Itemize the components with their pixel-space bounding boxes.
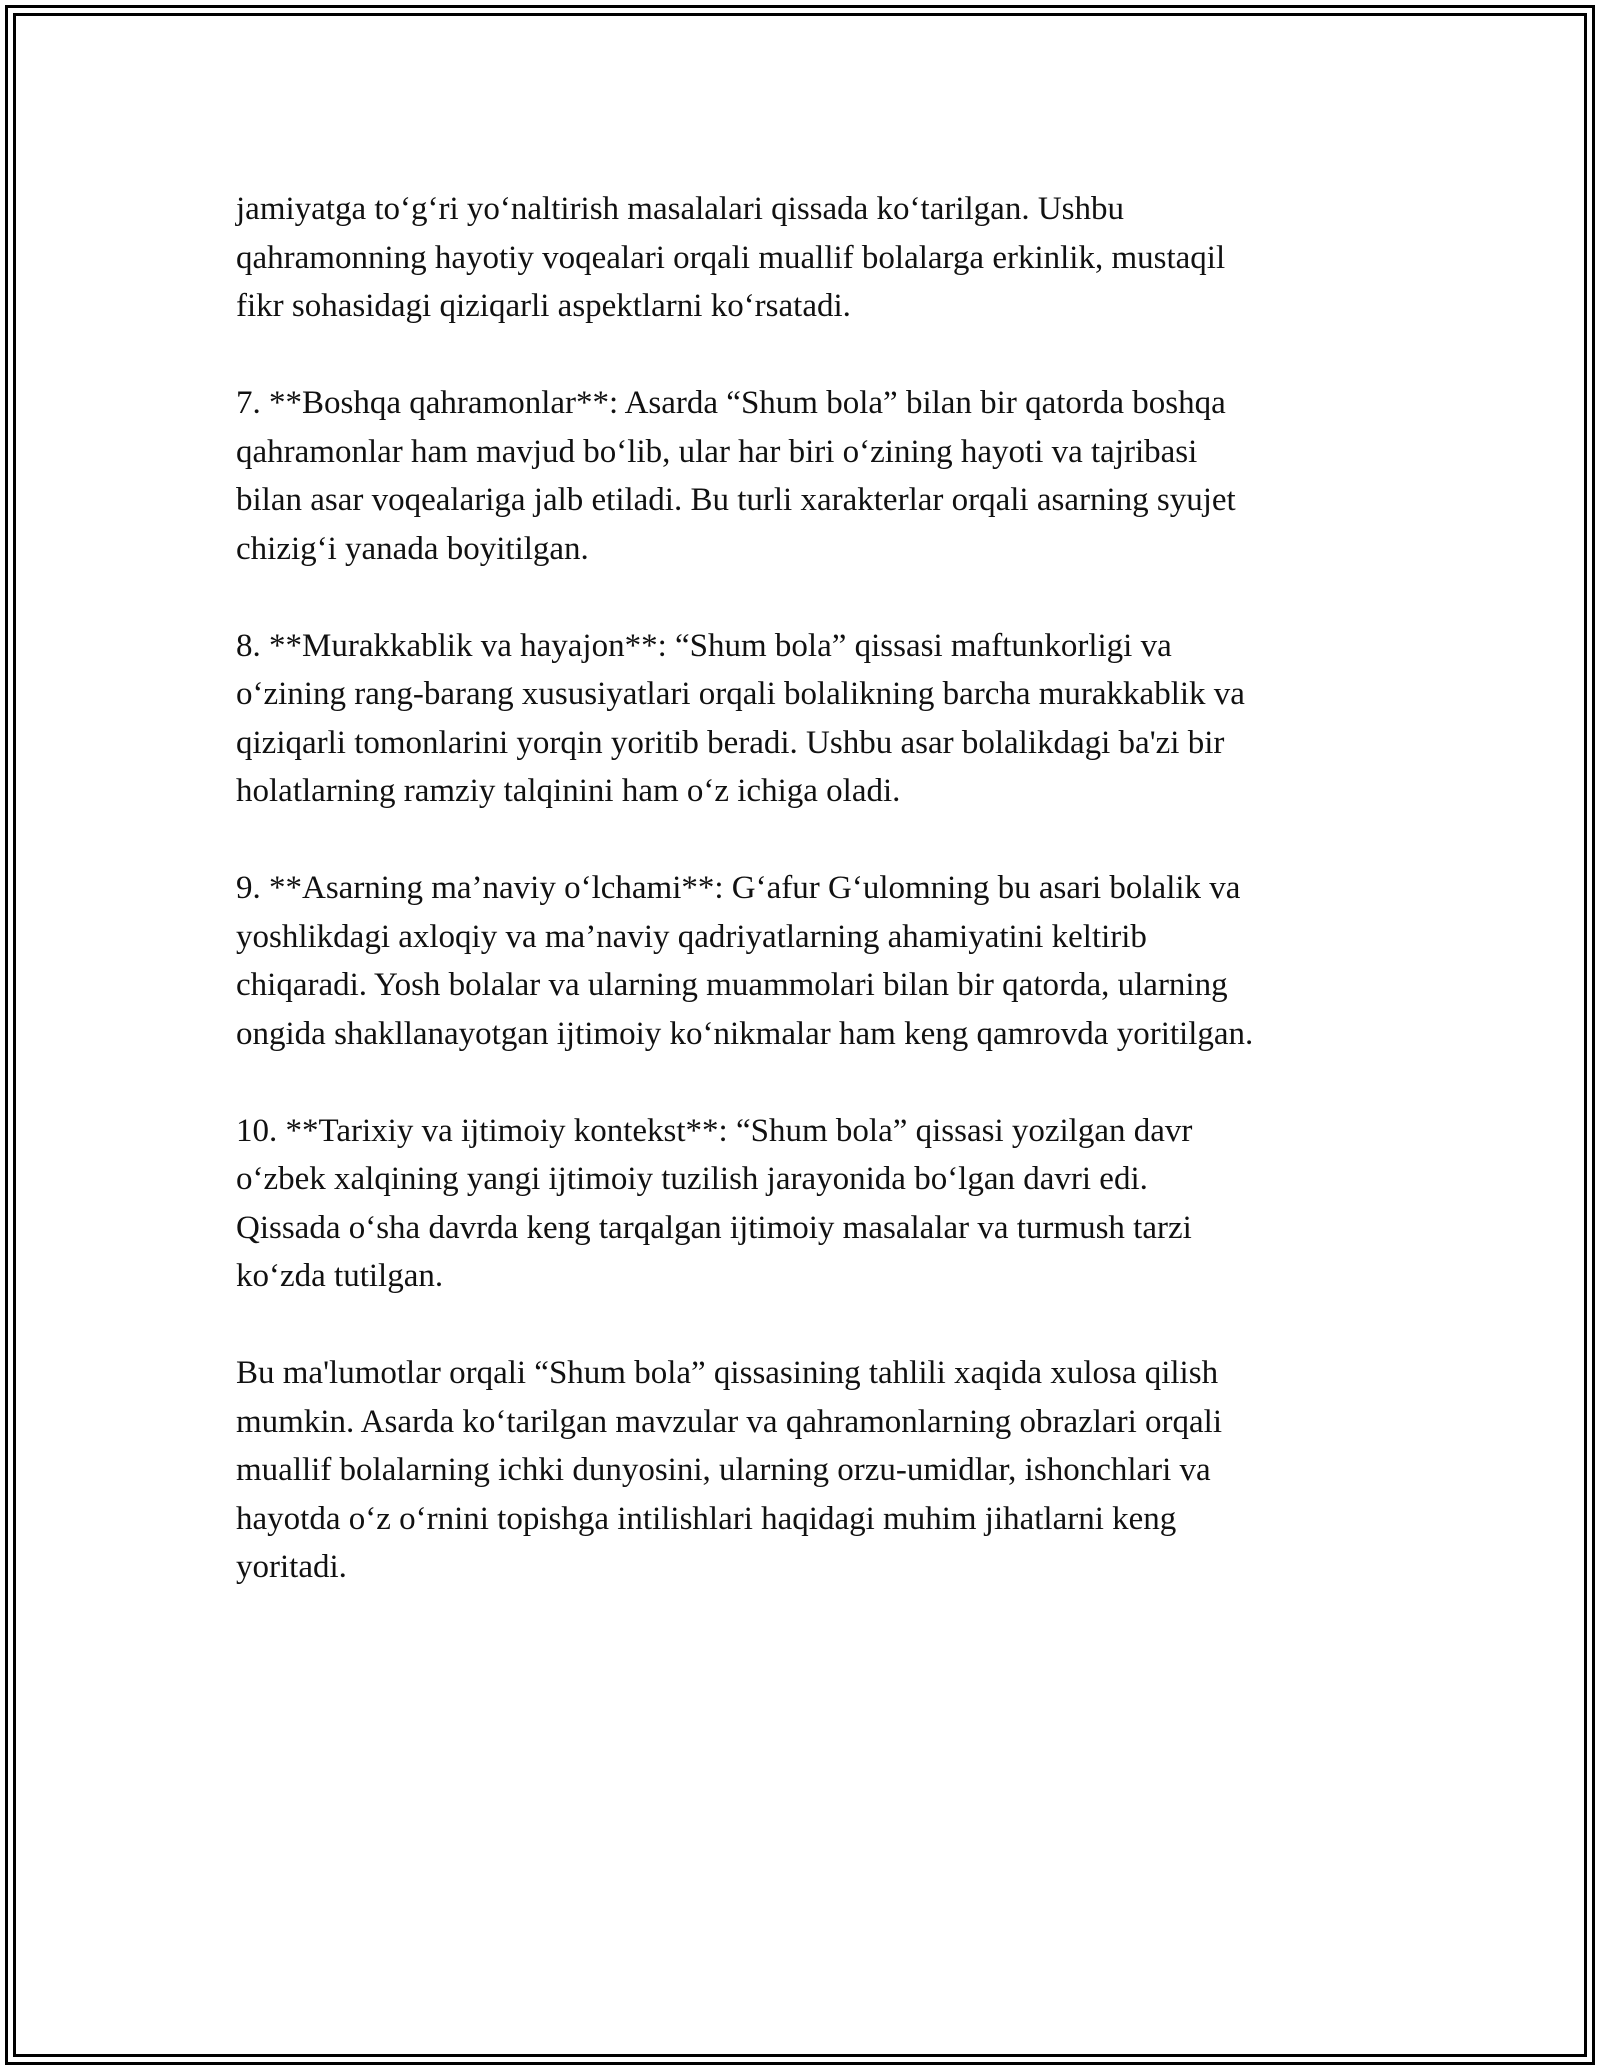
text-line: 7. **Boshqa qahramonlar**: Asarda “Shum bola” bilan bir qatorda boshqa (236, 385, 1226, 421)
text-line: chiqaradi. Yosh bolalar va ularning muammolari bilan bir qatorda, ularning (236, 967, 1228, 1003)
text-line: o‘zining rang-barang xususiyatlari orqali bolalikning barcha murakkablik va (236, 676, 1245, 712)
paragraph-item-8 (236, 622, 1386, 816)
text-line: bilan asar voqealariga jalb etiladi. Bu turli xarakterlar orqali asarning syujet (236, 482, 1236, 518)
paragraph-item-9 (236, 864, 1386, 1058)
text-line: 8. **Murakkablik va hayajon**: “Shum bola” qissasi maftunkorligi va (236, 627, 1172, 664)
text-line: jamiyatga to‘g‘ri yo‘naltirish masalalari qissada ko‘tarilgan. Ushbu (236, 191, 1125, 227)
text-line: hayotda o‘z o‘rnini topishga intilishlari haqidagi muhim jihatlarni keng (236, 1500, 1177, 1537)
text-line: qahramonning hayotiy voqealari orqali muallif bolalarga erkinlik, mustaqil (236, 239, 1226, 276)
text-line: chizig‘i yanada boyitilgan. (236, 530, 589, 567)
text-line: qahramonlar ham mavjud bo‘lib, ular har biri o‘zining hayoti va tajribasi (236, 433, 1198, 470)
text-line: fikr sohasidagi qiziqarli aspektlarni ko‘rsatadi. (236, 288, 851, 324)
text-line: holatlarning ramziy talqinini ham o‘z ichiga oladi. (236, 773, 901, 809)
text-line: ongida shakllanayotgan ijtimoiy ko‘nikmalar ham keng qamrovda yoritilgan. (236, 1015, 1254, 1052)
paragraph-conclusion (236, 1349, 1386, 1592)
text-line: ko‘zda tutilgan. (236, 1258, 444, 1294)
text-line: yoshlikdagi axloqiy va ma’naviy qadriyatlarning ahamiyatini keltirib (236, 918, 1147, 955)
paragraph-item-7 (236, 379, 1386, 573)
text-line: mumkin. Asarda ko‘tarilgan mavzular va qahramonlarning obrazlari orqali (236, 1403, 1222, 1440)
text-line: 9. **Asarning ma’naviy o‘lchami**: G‘afur G‘ulomning bu asari bolalik va (236, 870, 1241, 906)
text-line: yoritadi. (236, 1549, 347, 1585)
text-line: 10. **Tarixiy va ijtimoiy kontekst**: “Shum bola” qissasi yozilgan davr (236, 1112, 1193, 1149)
text-line: o‘zbek xalqining yangi ijtimoiy tuzilish jarayonida bo‘lgan davri edi. (236, 1161, 1148, 1197)
text-line: Bu ma'lumotlar orqali “Shum bola” qissasining tahlili xaqida xulosa qilish (236, 1355, 1219, 1391)
text-line: muallif bolalarning ichki dunyosini, ularning orzu-umidlar, ishonchlari va (236, 1452, 1211, 1488)
document-body (236, 185, 1386, 1640)
text-line: Qissada o‘sha davrda keng tarqalgan ijtimoiy masalalar va turmush tarzi (236, 1209, 1192, 1246)
paragraph-item-10 (236, 1107, 1386, 1301)
text-line: qiziqarli tomonlarini yorqin yoritib beradi. Ushbu asar bolalikdagi ba'zi bir (236, 724, 1225, 761)
paragraph-intro-continuation (236, 185, 1386, 331)
